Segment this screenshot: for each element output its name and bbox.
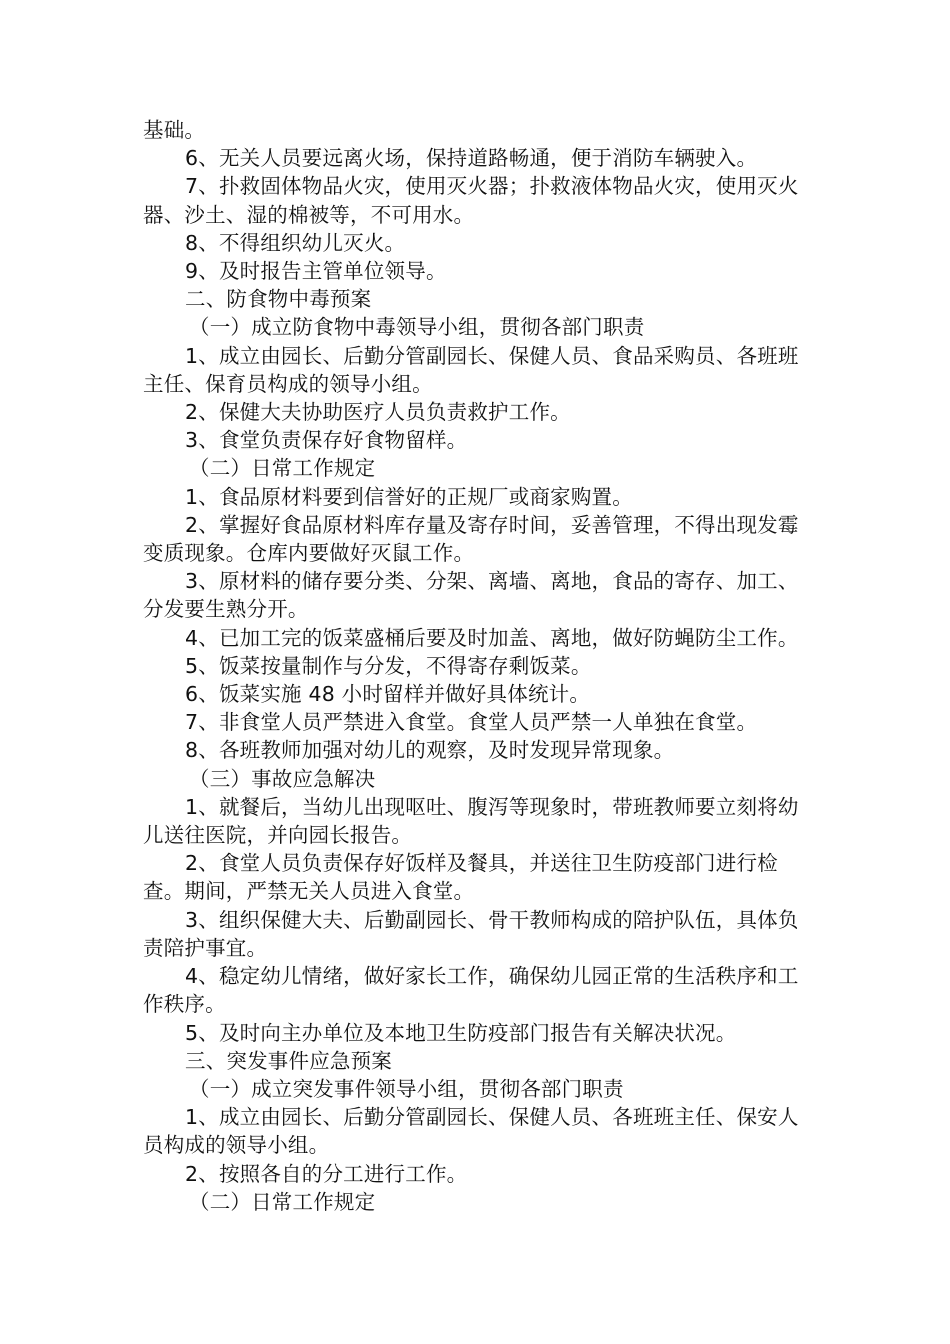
paragraph: 2、食堂人员负责保存好饭样及餐具，并送往卫生防疫部门进行检查。期间，严禁无关人员进入食堂。 <box>143 851 778 904</box>
paragraph: 1、成立由园长、后勤分管副园长、保健人员、各班班主任、保安人员构成的领导小组。 <box>143 1105 799 1158</box>
paragraph: 9、及时报告主管单位领导。 <box>185 259 447 284</box>
paragraph: 1、就餐后，当幼儿出现呕吐、腹泻等现象时，带班教师要立刻将幼儿送往医院，并向园长报告。 <box>143 794 799 848</box>
paragraph: （二）日常工作规定 <box>189 456 376 481</box>
paragraph: 基础。 <box>143 118 206 142</box>
paragraph: （一）成立突发事件领导小组，贯彻各部门职责 <box>189 1076 624 1101</box>
paragraph: 5、及时向主办单位及本地卫生防疫部门报告有关解决状况。 <box>185 1020 737 1045</box>
paragraph: （一）成立防食物中毒领导小组，贯彻各部门职责 <box>189 315 645 340</box>
paragraph: 1、食品原材料要到信誉好的正规厂或商家购置。 <box>185 484 633 509</box>
paragraph: 7、扑救固体物品火灾，使用灭火器；扑救液体物品火灾，使用灭火器、沙土、湿的棉被等，不可用水。 <box>143 174 799 227</box>
paragraph: 二、防食物中毒预案 <box>185 287 372 312</box>
paragraph: 8、不得组织幼儿灭火。 <box>185 230 406 255</box>
paragraph: 2、保健大夫协助医疗人员负责救护工作。 <box>185 400 571 425</box>
paragraph: 5、饭菜按量制作与分发，不得寄存剩饭菜。 <box>185 653 592 678</box>
paragraph: 2、按照各自的分工进行工作。 <box>185 1161 468 1186</box>
paragraph: 6、无关人员要远离火场，保持道路畅通，便于消防车辆驶入。 <box>185 146 758 171</box>
paragraph: 3、原材料的储存要分类、分架、离墙、离地，食品的寄存、加工、分发要生熟分开。 <box>143 569 799 622</box>
paragraph: 3、组织保健大夫、后勤副园长、骨干教师构成的陪护队伍，具体负责陪护事宜。 <box>143 907 799 960</box>
paragraph: 4、已加工完的饭菜盛桶后要及时加盖、离地，做好防蝇防尘工作。 <box>185 625 799 650</box>
paragraph: 6、饭菜实施 48 小时留样并做好具体统计。 <box>185 682 591 707</box>
paragraph: 三、突发事件应急预案 <box>185 1048 392 1073</box>
paragraph: （二）日常工作规定 <box>189 1189 376 1214</box>
paragraph: 2、掌握好食品原材料库存量及寄存时间，妥善管理，不得出现发霉变质现象。仓库内要做好灭鼠工作。 <box>143 512 799 566</box>
paragraph: 1、成立由园长、后勤分管副园长、保健人员、食品采购员、各班班主任、保育员构成的领导小组。 <box>143 343 799 396</box>
paragraph: （三）事故应急解决 <box>189 766 376 791</box>
paragraph: 7、非食堂人员严禁进入食堂。食堂人员严禁一人单独在食堂。 <box>185 710 758 735</box>
paragraph: 3、食堂负责保存好食物留样。 <box>185 428 468 453</box>
document-body <box>143 116 811 1216</box>
paragraph: 4、稳定幼儿情绪，做好家长工作，确保幼儿园正常的生活秩序和工作秩序。 <box>143 964 799 1017</box>
paragraph: 8、各班教师加强对幼儿的观察，及时发现异常现象。 <box>185 738 675 763</box>
